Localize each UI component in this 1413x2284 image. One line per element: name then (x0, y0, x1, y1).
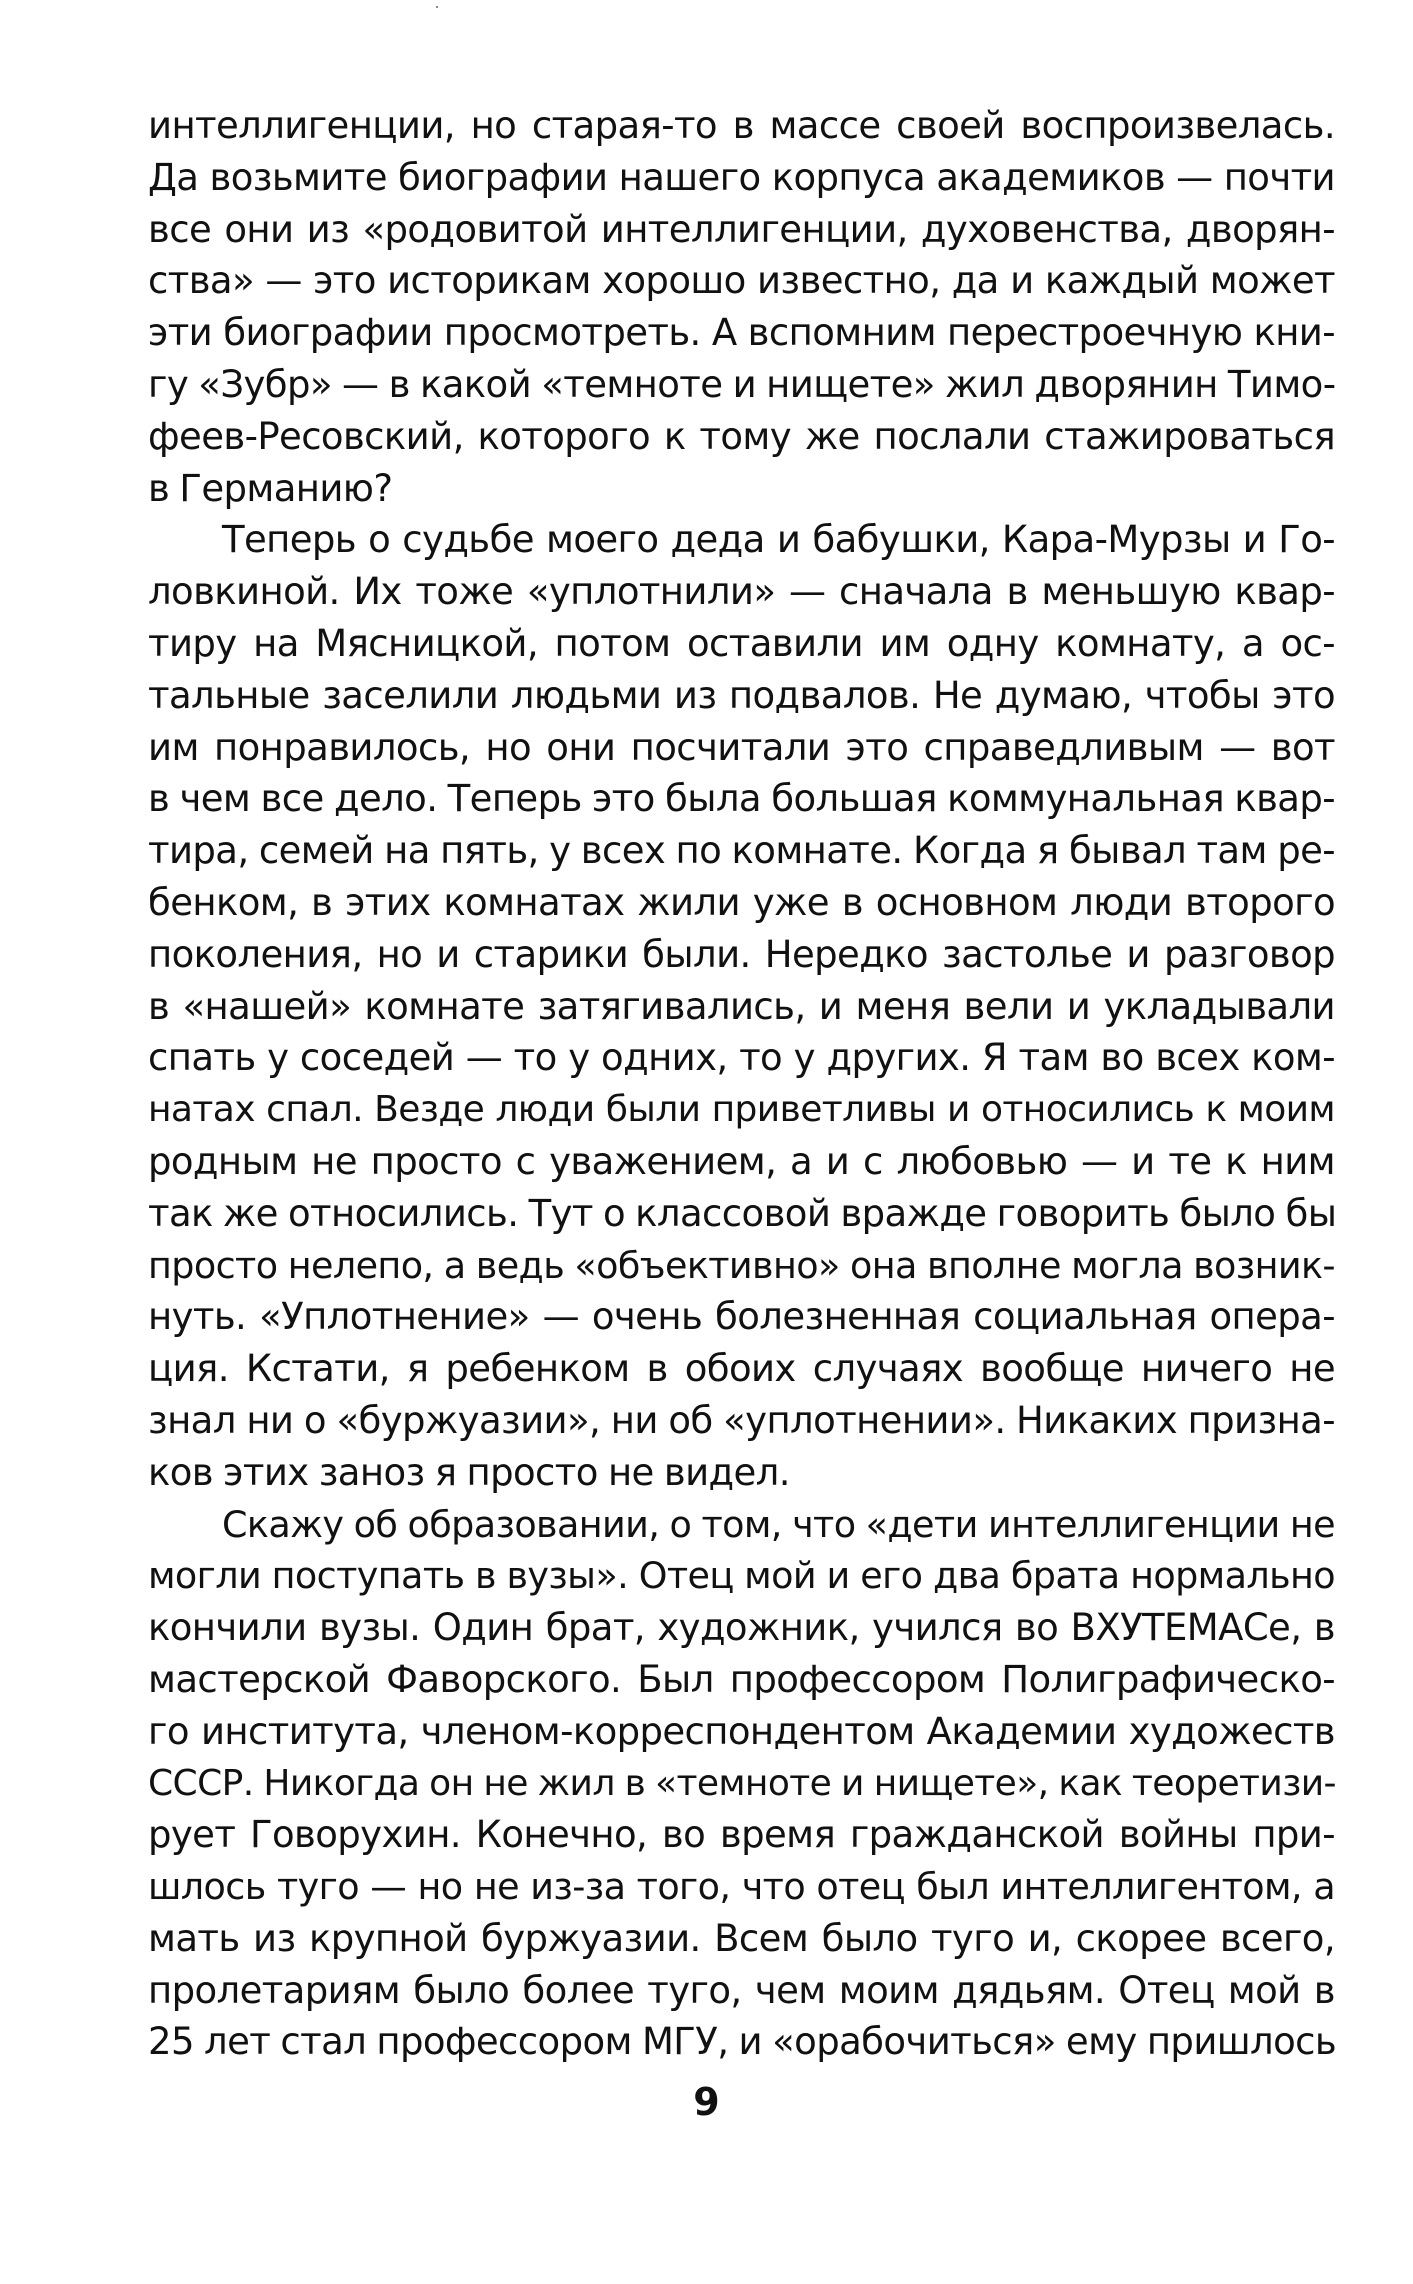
text-line: поколения, но и старики были. Нередко застолье и разговор (148, 932, 1335, 976)
text-line: СССР. Никогда он не жил в «темноте и нищете», как теоретизи- (148, 1762, 1336, 1804)
text-line: ства» — это историкам хорошо известно, да и каждый может (148, 259, 1335, 303)
text-line: Да возьмите биографии нашего корпуса академиков — почти (148, 155, 1335, 199)
text-line: тира, семей на пять, у всех по комнате. Когда я бывал там ре- (148, 829, 1335, 873)
text-line: кончили вузы. Один брат, художник, учился во ВХУТЕМАСе, в (148, 1606, 1335, 1650)
text-line: так же относились. Тут о классовой вражде говорить было бы (148, 1191, 1337, 1235)
text-line: тальные заселили людьми из подвалов. Не думаю, чтобы это (148, 673, 1335, 717)
page-body (148, 100, 1335, 2068)
text-line: натах спал. Везде люди были приветливы и относились к моим (148, 1089, 1335, 1131)
text-line: ловкиной. Их тоже «уплотнили» — сначала в меньшую квар- (148, 570, 1335, 614)
text-line: все они из «родовитой интеллигенции, духовенства, дворян- (148, 207, 1335, 251)
text-line: просто нелепо, а ведь «объективно» она вполне могла возник- (148, 1243, 1335, 1287)
text-line: бенком, в этих комнатах жили уже в основном люди второго (148, 880, 1335, 924)
text-line: го института, членом-корреспондентом Академии художеств (148, 1709, 1335, 1753)
text-line: родным не просто с уважением, а и с любовью — и те к ним (148, 1139, 1335, 1183)
text-line: 25 лет стал профессором МГУ, и «орабочиться» ему пришлось (148, 2020, 1337, 2064)
text-line: гу «Зубр» — в какой «темноте и нищете» жил дворянин Тимо- (148, 362, 1336, 406)
text-line: в Германию? (148, 466, 393, 510)
text-line: Теперь о судьбе моего деда и бабушки, Кара-Мурзы и Го- (222, 518, 1335, 562)
text-line: мать из крупной буржуазии. Всем было туго и, скорее всего, (148, 1916, 1335, 1960)
text-line: спать у соседей — то у одних, то у других. Я там во всех ком- (148, 1036, 1335, 1080)
text-line: ков этих заноз я просто не видел. (148, 1450, 790, 1494)
text-line: мастерской Фаворского. Был профессором Полиграфическо- (148, 1657, 1335, 1701)
text-line: нуть. «Уплотнение» — очень болезненная социальная опера- (148, 1295, 1335, 1339)
scan-mark (436, 6, 438, 8)
text-line: ция. Кстати, я ребенком в обоих случаях вообще ничего не (148, 1347, 1335, 1391)
text-line: шлось туго — но не из-за того, что отец был интеллигентом, а (148, 1865, 1335, 1909)
text-line: могли поступать в вузы». Отец мой и его два брата нормально (148, 1554, 1335, 1598)
text-line: рует Говорухин. Конечно, во время гражданской войны при- (148, 1813, 1335, 1857)
page-number: 9 (693, 2080, 720, 2124)
text-line: им понравилось, но они посчитали это справедливым — вот (148, 725, 1335, 769)
text-line: в чем все дело. Теперь это была большая коммунальная квар- (148, 777, 1335, 821)
text-line: знал ни о «буржуазии», ни об «уплотнении». Никаких призна- (148, 1398, 1335, 1442)
text-line: эти биографии просмотреть. А вспомним перестроечную кни- (148, 311, 1335, 355)
text-line: интеллигенции, но старая-то в массе своей воспроизвелась. (148, 104, 1335, 147)
text-line: пролетариям было более туго, чем моим дядьям. Отец мой в (148, 1968, 1335, 2012)
text-line: тиру на Мясницкой, потом оставили им одну комнату, а ос- (148, 621, 1335, 665)
text-line: в «нашей» комнате затягивались, и меня вели и укладывали (148, 984, 1335, 1028)
text-line: феев-Ресовский, которого к тому же послали стажироваться (148, 414, 1335, 458)
text-line: Скажу об образовании, о том, что «дети интеллигенции не (222, 1502, 1335, 1546)
